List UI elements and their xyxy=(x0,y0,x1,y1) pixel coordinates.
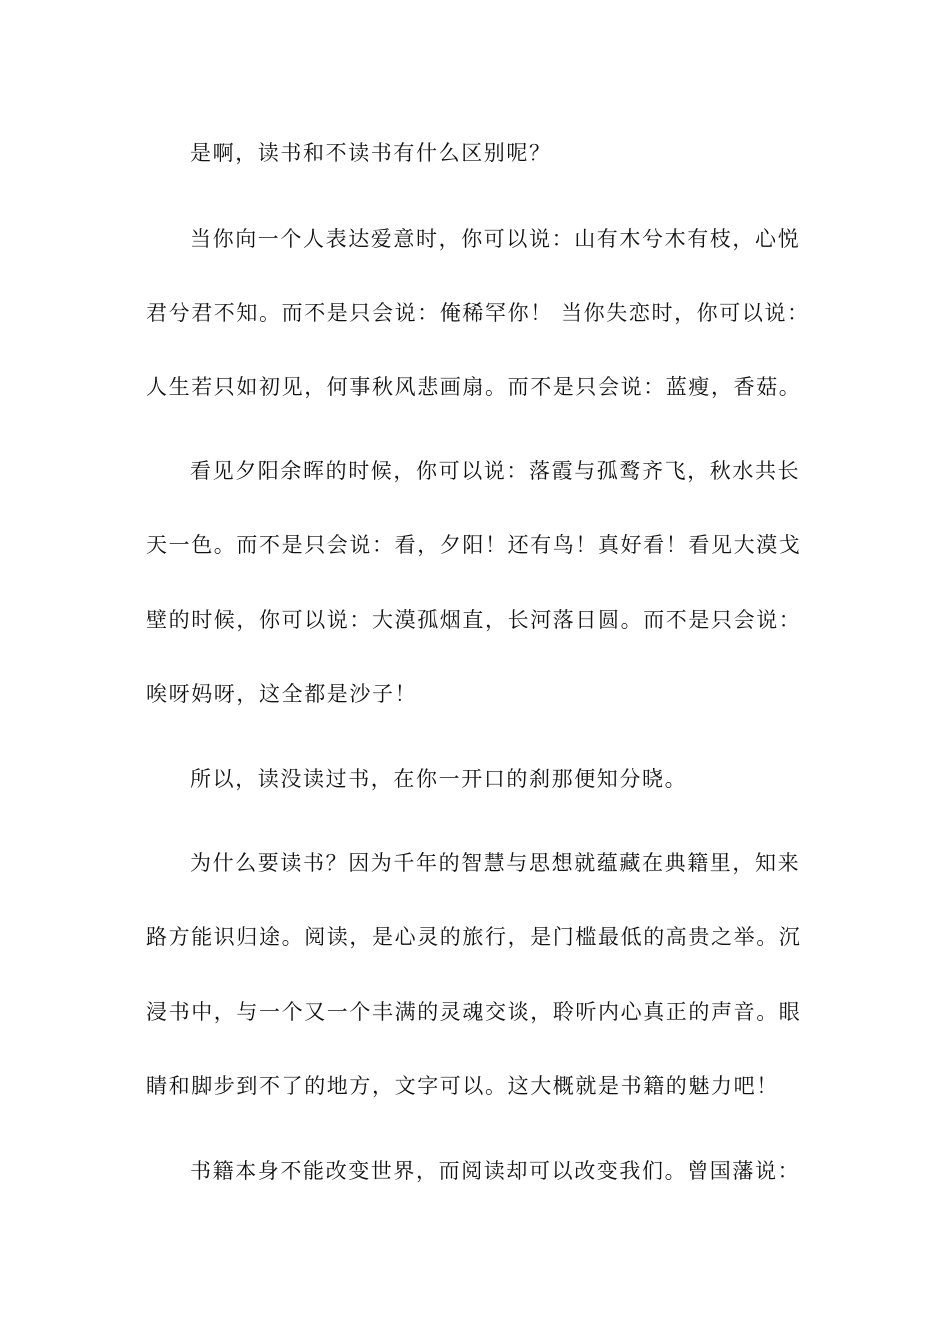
paragraph-1-line-1: 是啊，读书和不读书有什么区别呢？ xyxy=(190,141,552,165)
paragraph-3-line-3: 壁的时候，你可以说：大漠孤烟直，长河落日圆。而不是只会说： xyxy=(146,608,802,632)
paragraph-3-line-4: 唉呀妈呀，这全都是沙子！ xyxy=(146,682,418,706)
paragraph-5-line-4: 睛和脚步到不了的地方，文字可以。这大概就是书籍的魅力吧！ xyxy=(146,1074,779,1098)
paragraph-2-line-3: 人生若只如初见，何事秋风悲画扇。而不是只会说：蓝瘦，香菇。 xyxy=(146,375,802,399)
paragraph-3-line-1: 看见夕阳余晖的时候，你可以说：落霞与孤鹜齐飞，秋水共长 xyxy=(190,459,801,483)
paragraph-5-line-3: 浸书中，与一个又一个丰满的灵魂交谈，聆听内心真正的声音。眼 xyxy=(146,1000,802,1024)
paragraph-5-line-2: 路方能识归途。阅读，是心灵的旅行，是门槛最低的高贵之举。沉 xyxy=(146,925,802,949)
paragraph-5-line-1: 为什么要读书？因为千年的智慧与思想就蕴藏在典籍里，知来 xyxy=(190,851,801,875)
paragraph-2-line-1: 当你向一个人表达爱意时，你可以说：山有木兮木有枝，心悦 xyxy=(190,227,801,251)
paragraph-3-line-2: 天一色。而不是只会说：看，夕阳！还有鸟！真好看！看见大漠戈 xyxy=(146,533,802,557)
paragraph-4-line-1: 所以，读没读过书，在你一开口的刹那便知分晓。 xyxy=(190,767,688,791)
paragraph-6-line-1: 书籍本身不能改变世界，而阅读却可以改变我们。曾国藩说： xyxy=(190,1159,801,1183)
paragraph-2-line-2: 君兮君不知。而不是只会说：俺稀罕你！ 当你失恋时，你可以说： xyxy=(146,301,810,325)
